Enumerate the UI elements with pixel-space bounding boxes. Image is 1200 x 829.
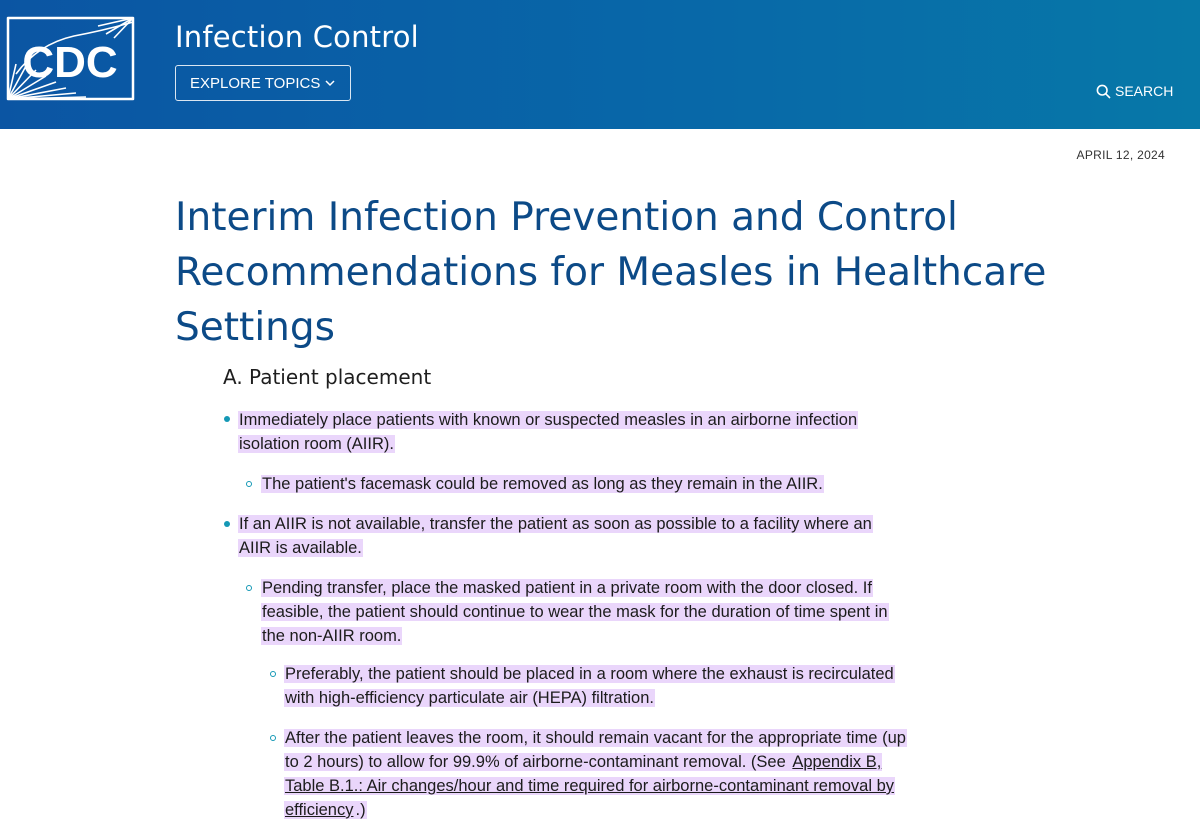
bullet-ring-icon <box>270 735 276 741</box>
bullet-ring-icon <box>246 481 252 487</box>
bullet-dot-icon <box>224 416 230 422</box>
bullet-dot-icon <box>224 521 230 527</box>
site-header <box>0 0 1200 129</box>
explore-topics-button[interactable] <box>175 65 351 101</box>
list-item <box>284 726 914 822</box>
cdc-logo[interactable] <box>2 14 136 102</box>
list-item <box>238 512 888 560</box>
list-item <box>261 472 901 496</box>
list-item-text: Pending transfer, place the masked patient in a private room with the door closed. If feasible, the patient should continue to wear the mask for the duration of time spent in the non-AIIR room. <box>262 579 888 645</box>
list-item-text: Immediately place patients with known or suspected measles in an airborne infection isolation room (AIIR). <box>239 411 858 453</box>
list-item <box>261 576 911 648</box>
search-button[interactable] <box>1096 83 1173 99</box>
publish-date: APRIL 12, 2024 <box>1076 148 1165 162</box>
list-item-text: If an AIIR is not available, transfer the patient as soon as possible to a facility where an AIIR is available. <box>239 515 872 557</box>
list-item-text: The patient's facemask could be removed as long as they remain in the AIIR. <box>262 475 823 493</box>
search-label: SEARCH <box>1115 83 1174 99</box>
page-title: Interim Infection Prevention and Control Recommendations for Measles in Healthcare Settings <box>175 195 1047 350</box>
list-item <box>238 408 878 456</box>
appendix-link[interactable]: Appendix B, Table B.1.: Air changes/hour and time required for airborne-contaminant removal by efficiency <box>285 753 894 819</box>
bullet-ring-icon <box>246 585 252 591</box>
logo-text: CDC <box>22 38 118 87</box>
bullet-ring-icon <box>270 671 276 677</box>
list-item-text: Preferably, the patient should be placed in a room where the exhaust is recirculated with high-efficiency particulate air (HEPA) filtration. <box>285 665 894 707</box>
list-item <box>284 662 914 710</box>
site-title[interactable]: Infection Control <box>175 20 419 54</box>
explore-topics-label: EXPLORE TOPICS <box>190 74 321 92</box>
list-item-text: After the patient leaves the room, it should remain vacant for the appropriate time (up to 2 hours) to allow for 99.9% of airborne-contaminant removal. (See <box>285 729 906 771</box>
list-item-suffix: .) <box>355 801 366 819</box>
chevron-down-icon <box>324 77 336 89</box>
search-icon <box>1096 84 1111 99</box>
section-heading: A. Patient placement <box>223 365 432 389</box>
